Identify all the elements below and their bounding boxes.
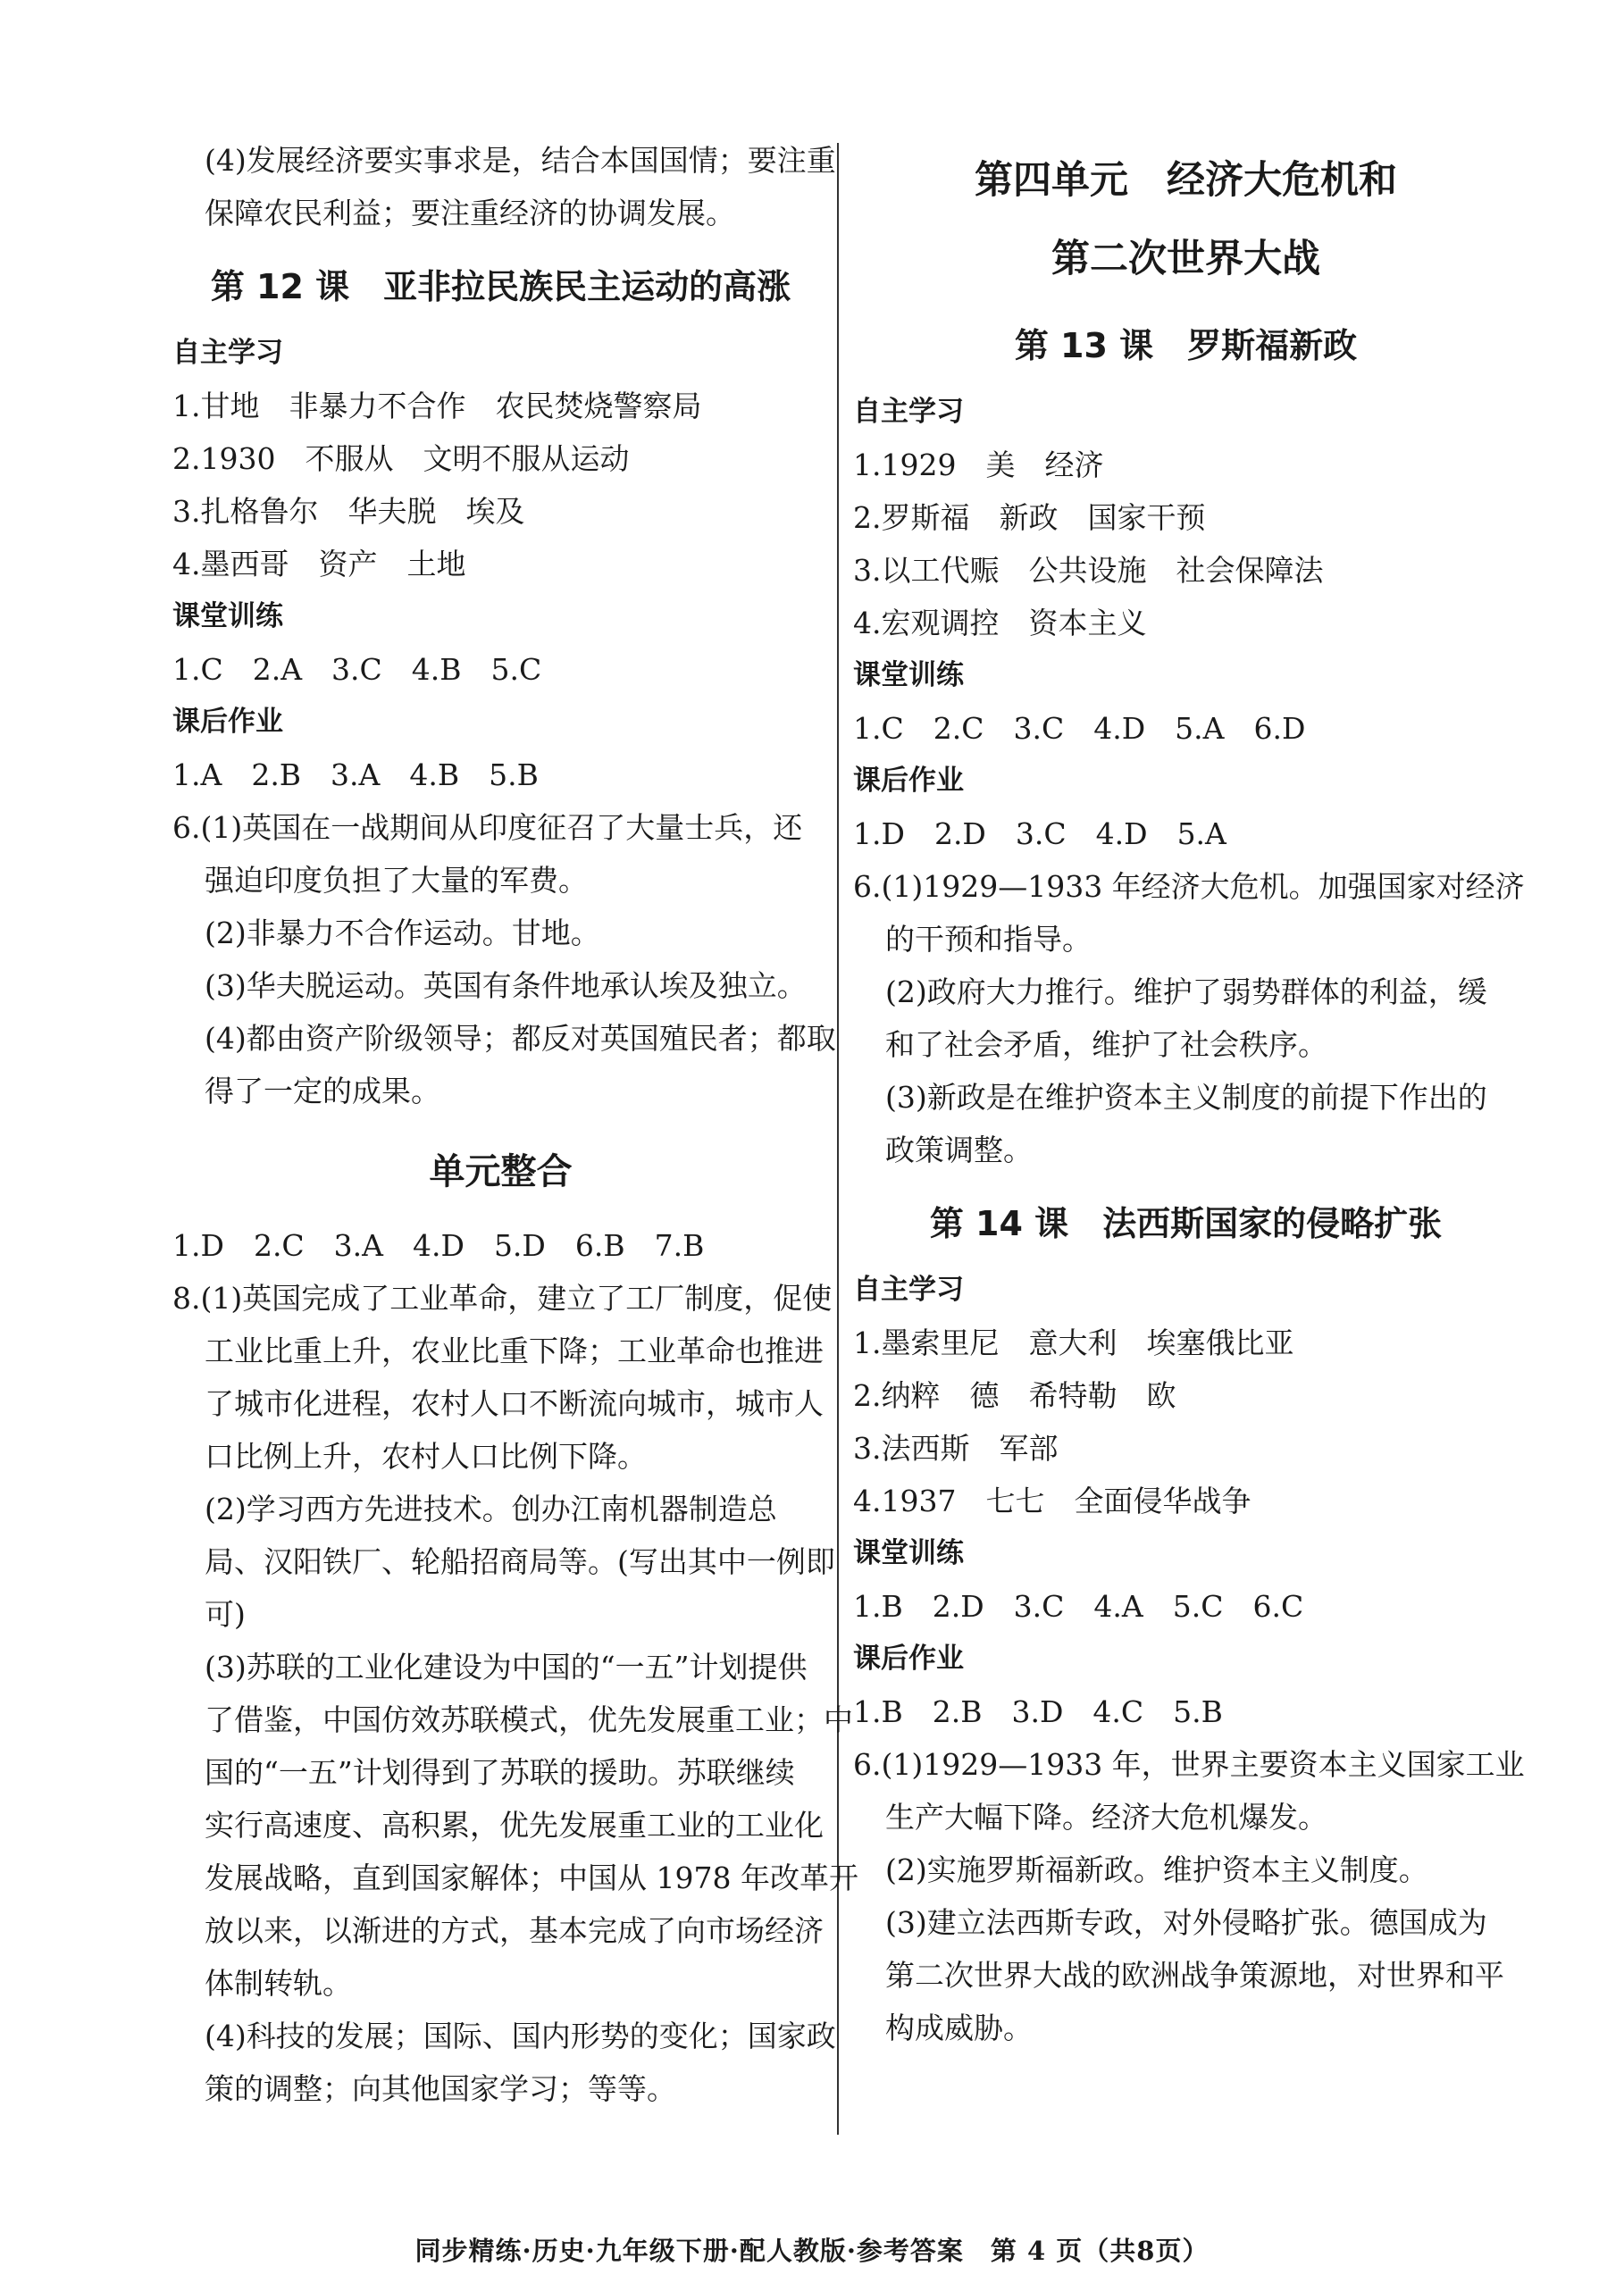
answer-line: 体制转轨。 <box>205 1966 352 2001</box>
answer-line: (3)华夫脱运动。英国有条件地承认埃及独立。 <box>205 968 807 1003</box>
answer-line: 2.罗斯福 新政 国家干预 <box>853 500 1206 535</box>
section-kehou: 课后作业 <box>853 765 964 797</box>
answer-line: (4)都由资产阶级领导；都反对英国殖民者；都取 <box>205 1021 836 1056</box>
lesson-14-title: 第 14 课 法西斯国家的侵略扩张 <box>929 1204 1443 1243</box>
answer-line: 强迫印度负担了大量的军费。 <box>205 863 588 898</box>
answer-line: 了借鉴，中国仿效苏联模式，优先发展重工业；中 <box>205 1702 853 1737</box>
answer-line: (3)新政是在维护资本主义制度的前提下作出的 <box>885 1080 1487 1115</box>
answer-line: 1.甘地 非暴力不合作 农民焚烧警察局 <box>172 389 702 423</box>
unit-integration-title: 单元整合 <box>429 1151 573 1192</box>
unit-title-line2: 第二次世界大战 <box>1051 237 1320 281</box>
answer-line: 4.宏观调控 资本主义 <box>853 606 1147 640</box>
answer-line: 4.1937 七七 全面侵华战争 <box>853 1484 1251 1518</box>
answer-line: 1.B 2.D 3.C 4.A 5.C 6.C <box>853 1589 1304 1624</box>
answer-line: 发展战略，直到国家解体；中国从 1978 年改革开 <box>205 1860 858 1895</box>
answer-line: 2.1930 不服从 文明不服从运动 <box>172 441 630 476</box>
right-column <box>853 134 1525 2054</box>
answer-line: 国的“一五”计划得到了苏联的援助。苏联继续 <box>205 1755 795 1790</box>
answer-line: 1.墨索里尼 意大利 埃塞俄比亚 <box>853 1325 1294 1360</box>
answer-line: 的干预和指导。 <box>885 922 1092 957</box>
answer-line: 放以来，以渐进的方式，基本完成了向市场经济 <box>205 1913 824 1948</box>
answer-line: 3.以工代赈 公共设施 社会保障法 <box>853 553 1324 588</box>
answer-line: 政策调整。 <box>885 1133 1033 1167</box>
answer-line: 8.(1)英国完成了工业革命，建立了工厂制度，促使 <box>172 1281 833 1316</box>
section-ketang: 课堂训练 <box>172 600 283 632</box>
answer-line: (2)非暴力不合作运动。甘地。 <box>205 916 600 950</box>
answer-line: 工业比重上升，农业比重下降；工业革命也推进 <box>205 1334 824 1368</box>
column-divider <box>837 143 839 2135</box>
page-footer: 同步精练·历史·九年级下册·配人教版·参考答案 第 4 页（共8页） <box>414 2236 1210 2266</box>
left-column <box>172 134 858 2115</box>
answer-line: 和了社会矛盾，维护了社会秩序。 <box>885 1027 1327 1062</box>
answer-line: 6.(1)1929—1933 年经济大危机。加强国家对经济 <box>853 869 1525 904</box>
section-zizhu: 自主学习 <box>172 337 283 369</box>
answer-line: 得了一定的成果。 <box>205 1074 440 1108</box>
unit-title-line1: 第四单元 经济大危机和 <box>975 158 1397 203</box>
answer-line: 3.扎格鲁尔 华夫脱 埃及 <box>172 494 525 529</box>
answer-line: 可) <box>205 1597 246 1632</box>
answer-line: 生产大幅下降。经济大危机爆发。 <box>885 1800 1327 1835</box>
section-zizhu: 自主学习 <box>853 396 964 428</box>
answer-line: 1.D 2.D 3.C 4.D 5.A <box>853 816 1226 851</box>
section-kehou: 课后作业 <box>853 1643 964 1675</box>
answer-line: 4.墨西哥 资产 土地 <box>172 547 466 581</box>
answer-line: 局、汉阳铁厂、轮船招商局等。(写出其中一例即 <box>205 1544 835 1579</box>
answer-line: 1.B 2.B 3.D 4.C 5.B <box>853 1694 1223 1729</box>
answer-line: 1.C 2.A 3.C 4.B 5.C <box>172 652 542 687</box>
answer-line: (3)建立法西斯专政，对外侵略扩张。德国成为 <box>885 1905 1487 1940</box>
answer-line: 6.(1)英国在一战期间从印度征召了大量士兵，还 <box>172 810 803 845</box>
answer-line: (3)苏联的工业化建设为中国的“一五”计划提供 <box>205 1650 808 1685</box>
lesson-12-title: 第 12 课 亚非拉民族民主运动的高涨 <box>210 267 791 306</box>
answer-line: 策的调整；向其他国家学习；等等。 <box>205 2071 676 2106</box>
answer-line: 1.A 2.B 3.A 4.B 5.B <box>172 757 539 792</box>
answer-line: 构成威胁。 <box>885 2011 1033 2045</box>
answer-line: 1.1929 美 经济 <box>853 447 1104 482</box>
section-kehou: 课后作业 <box>172 706 283 738</box>
answer-line: 1.D 2.C 3.A 4.D 5.D 6.B 7.B <box>172 1228 705 1263</box>
answer-line: 3.法西斯 军部 <box>853 1431 1059 1466</box>
answer-line: (2)实施罗斯福新政。维护资本主义制度。 <box>885 1852 1428 1887</box>
cont-line: 保障农民利益；要注重经济的协调发展。 <box>205 196 735 230</box>
answer-line: 第二次世界大战的欧洲战争策源地，对世界和平 <box>885 1958 1504 1993</box>
section-ketang: 课堂训练 <box>853 659 964 691</box>
answer-line: 2.纳粹 德 希特勒 欧 <box>853 1378 1176 1413</box>
answer-line: 1.C 2.C 3.C 4.D 5.A 6.D <box>853 711 1306 746</box>
lesson-13-title: 第 13 课 罗斯福新政 <box>1014 326 1358 365</box>
section-zizhu: 自主学习 <box>853 1274 964 1306</box>
answer-line: 6.(1)1929—1933 年，世界主要资本主义国家工业 <box>853 1747 1525 1782</box>
answer-line: (2)政府大力推行。维护了弱势群体的利益，缓 <box>885 974 1487 1009</box>
answer-line: (4)科技的发展；国际、国内形势的变化；国家政 <box>205 2019 836 2053</box>
answer-line: 了城市化进程，农村人口不断流向城市，城市人 <box>205 1386 824 1421</box>
section-ketang: 课堂训练 <box>853 1537 964 1569</box>
answer-line: (2)学习西方先进技术。创办江南机器制造总 <box>205 1492 777 1526</box>
answer-line: 实行高速度、高积累，优先发展重工业的工业化 <box>205 1808 824 1843</box>
cont-line: (4)发展经济要实事求是，结合本国国情；要注重 <box>205 143 836 178</box>
answer-line: 口比例上升，农村人口比例下降。 <box>205 1439 647 1474</box>
